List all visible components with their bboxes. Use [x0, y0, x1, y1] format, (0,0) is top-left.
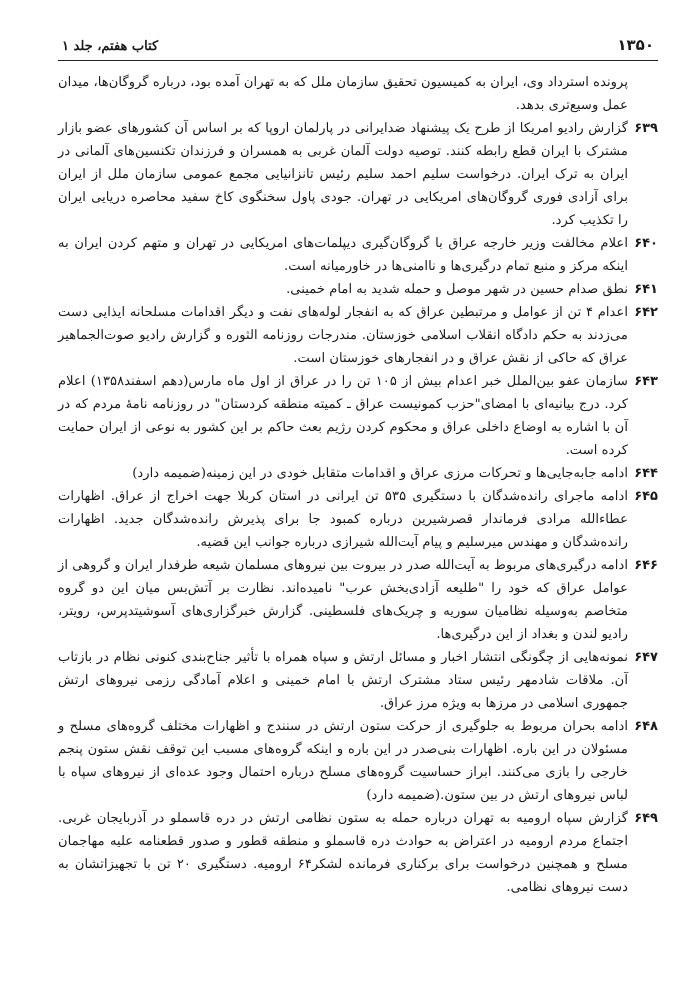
entry-text: اعدام ۴ تن از عوامل و مرتبطین عراق که به انفجار لوله‌های نفت و دیگر اقدامات مسلحانه ایذایی دست می‌زدند به حکم دادگاه انقلاب اسلامی خوزستان. مندرجات روزنامه الثوره و گزارش رادیو صوت‌الجماهیر عراق که حاکی از نقش عراق و در انفجارهای خوزستان است. [58, 305, 628, 366]
entry-646 [58, 554, 658, 646]
entry-number: ۶۴۹ [634, 811, 658, 826]
page-number: ۱۳۵۰ [617, 36, 654, 54]
entry-text: ادامه درگیری‌های مربوط به آیت‌الله صدر در بیروت بین نیروهای مسلمان شیعه طرفدار ایران و گروهی از عوامل عراق که خود را "طلیعه آزادی‌بخش عرب" نامیده‌اند. نظارت بر آتش‌بس میان این دو گروه متخاصم به‌وسیله نظامیان سوریه و چریک‌های فلسطینی. گزارش خبرگزاری‌های آسوشیتدپرس، رویتر، رادیو لندن و بغداد از این درگیری‌ها. [58, 558, 628, 642]
entry-number: ۶۴۱ [634, 282, 658, 297]
header-divider [58, 60, 658, 61]
entry-647 [58, 646, 658, 715]
entry-644 [58, 462, 658, 485]
entry-number: ۶۴۶ [634, 558, 658, 573]
entry-text: گزارش سپاه ارومیه به تهران درباره حمله به ستون نظامی ارتش در دره قاسملو در آذربایجان غربی. اجتماع مردم ارومیه در اعتراض به حوادث دره قاسملو و منطقه قطور و صدور قطعنامه علیه مهاجمان مسلح و همچنین درخواست برای برکناری فرمانده لشکر۶۴ ارومیه. دستگیری ۲۰ تن با تجهیزاتشان به دست نیروهای نظامی. [58, 811, 628, 895]
entry-text: سازمان عفو بین‌الملل خبر اعدام بیش از ۱۰۵ تن را در عراق از اول ماه مارس(دهم اسفند۱۳۵۸) اعلام کرد. درج بیانیه‌ای با امضای"حزب کمونیست عراق ـ کمیته منطقه کردستان" در روزنامه نامهٔ مردم که در آن با اشاره به اوضاع داخلی عراق و محکوم کردن رژیم بعث حاکم بر این کشور به نوعی از ایران حمایت کرده است. [58, 374, 628, 458]
book-title: کتاب هفتم، جلد ۱ [62, 39, 159, 54]
entry-642 [58, 301, 658, 370]
entry-641 [58, 278, 658, 301]
entry-number: ۶۴۷ [634, 650, 658, 665]
page-header [58, 34, 658, 54]
entry-639 [58, 117, 658, 232]
entry-648 [58, 715, 658, 807]
entry-number: ۶۳۹ [634, 121, 658, 136]
document-page [58, 34, 658, 899]
entry-number: ۶۴۸ [634, 719, 658, 734]
entry-643 [58, 370, 658, 462]
entry-number: ۶۴۲ [634, 305, 658, 320]
entry-text: نطق صدام حسین در شهر موصل و حمله شدید به امام خمینی. [286, 282, 628, 297]
entry-text: نمونه‌هایی از چگونگی انتشار اخبار و مسائل ارتش و سپاه همراه با تأثیر جناح‌بندی کنونی نظام در بازتاب آن. ملاقات شادمهر رئیس ستاد مشترک ارتش با امام خمینی و اعلام آمادگی رزمی نیروهای ارتش جمهوری اسلامی در مرزها به ویژه مرز عراق. [58, 650, 628, 711]
entry-number: ۶۴۴ [634, 466, 658, 481]
entry-text: ادامه جابه‌جایی‌ها و تحرکات مرزی عراق و اقدامات متقابل خودی در این زمینه(ضمیمه دارد) [132, 466, 628, 481]
entry-text: گزارش رادیو امریکا از طرح یک پیشنهاد ضدایرانی در پارلمان اروپا که بر اساس آن کشورهای عضو بازار مشترک با ایران قطع رابطه کنند. توصیه دولت آلمان غربی به همسران و فرزندان تکنسین‌های آلمانی در ایران به ترک ایران. درخواست سلیم احمد سلیم رئیس تانزانیایی مجمع عمومی سازمان ملل از ایران برای آزادی فوری گروگان‌های امریکایی در تهران. جودی پاول سخنگوی کاخ سفید محاصره دریایی ایران را تکذیب کرد. [58, 121, 628, 228]
entry-text: ادامه بحران مربوط به جلوگیری از حرکت ستون ارتش در سنندج و اظهارات مختلف گروه‌های مسلح و مسئولان در این باره. اظهارات بنی‌صدر در این باره و اینکه گروه‌های مسبب این توقف نقش ستون پنجم خارجی را بازی می‌کنند. ابراز حساسیت گروه‌های مسلح درباره احتمال وجود عده‌ای از نیروهای سپاه با لباس نیروهای ارتش در بین ستون.(ضمیمه دارد) [58, 719, 628, 803]
entry-text: اعلام مخالفت وزیر خارجه عراق با گروگان‌گیری دیپلمات‌های امریکایی در تهران و متهم کردن ایران به اینکه مرکز و منبع تمام درگیری‌ها و ناامنی‌ها در خاورمیانه است. [58, 236, 628, 274]
entry-number: ۶۴۳ [634, 374, 658, 389]
intro-paragraph: پرونده استرداد وی، ایران به کمیسیون تحقیق سازمان ملل که به تهران آمده بود، درباره گروگان‌ها، میدان عمل وسیع‌تری بدهد. [58, 75, 628, 113]
entry-list [58, 117, 658, 899]
entry-number: ۶۴۰ [634, 236, 658, 251]
entry-645 [58, 485, 658, 554]
entry-number: ۶۴۵ [634, 489, 658, 504]
entry-640 [58, 232, 658, 278]
entry-649 [58, 807, 658, 899]
entry-text: ادامه ماجرای رانده‌شدگان با دستگیری ۵۳۵ تن ایرانی در استان کربلا جهت اخراج از عراق. اظهارات عطاءالله مرادی فرماندار قصرشیرین درباره کمبود جا برای پذیرش رانده‌شدگان جدید. اظهارات رانده‌شدگان و مهندس میرسلیم و پیام آیت‌الله شیرازی درباره جوانب این قضیه. [58, 489, 628, 550]
